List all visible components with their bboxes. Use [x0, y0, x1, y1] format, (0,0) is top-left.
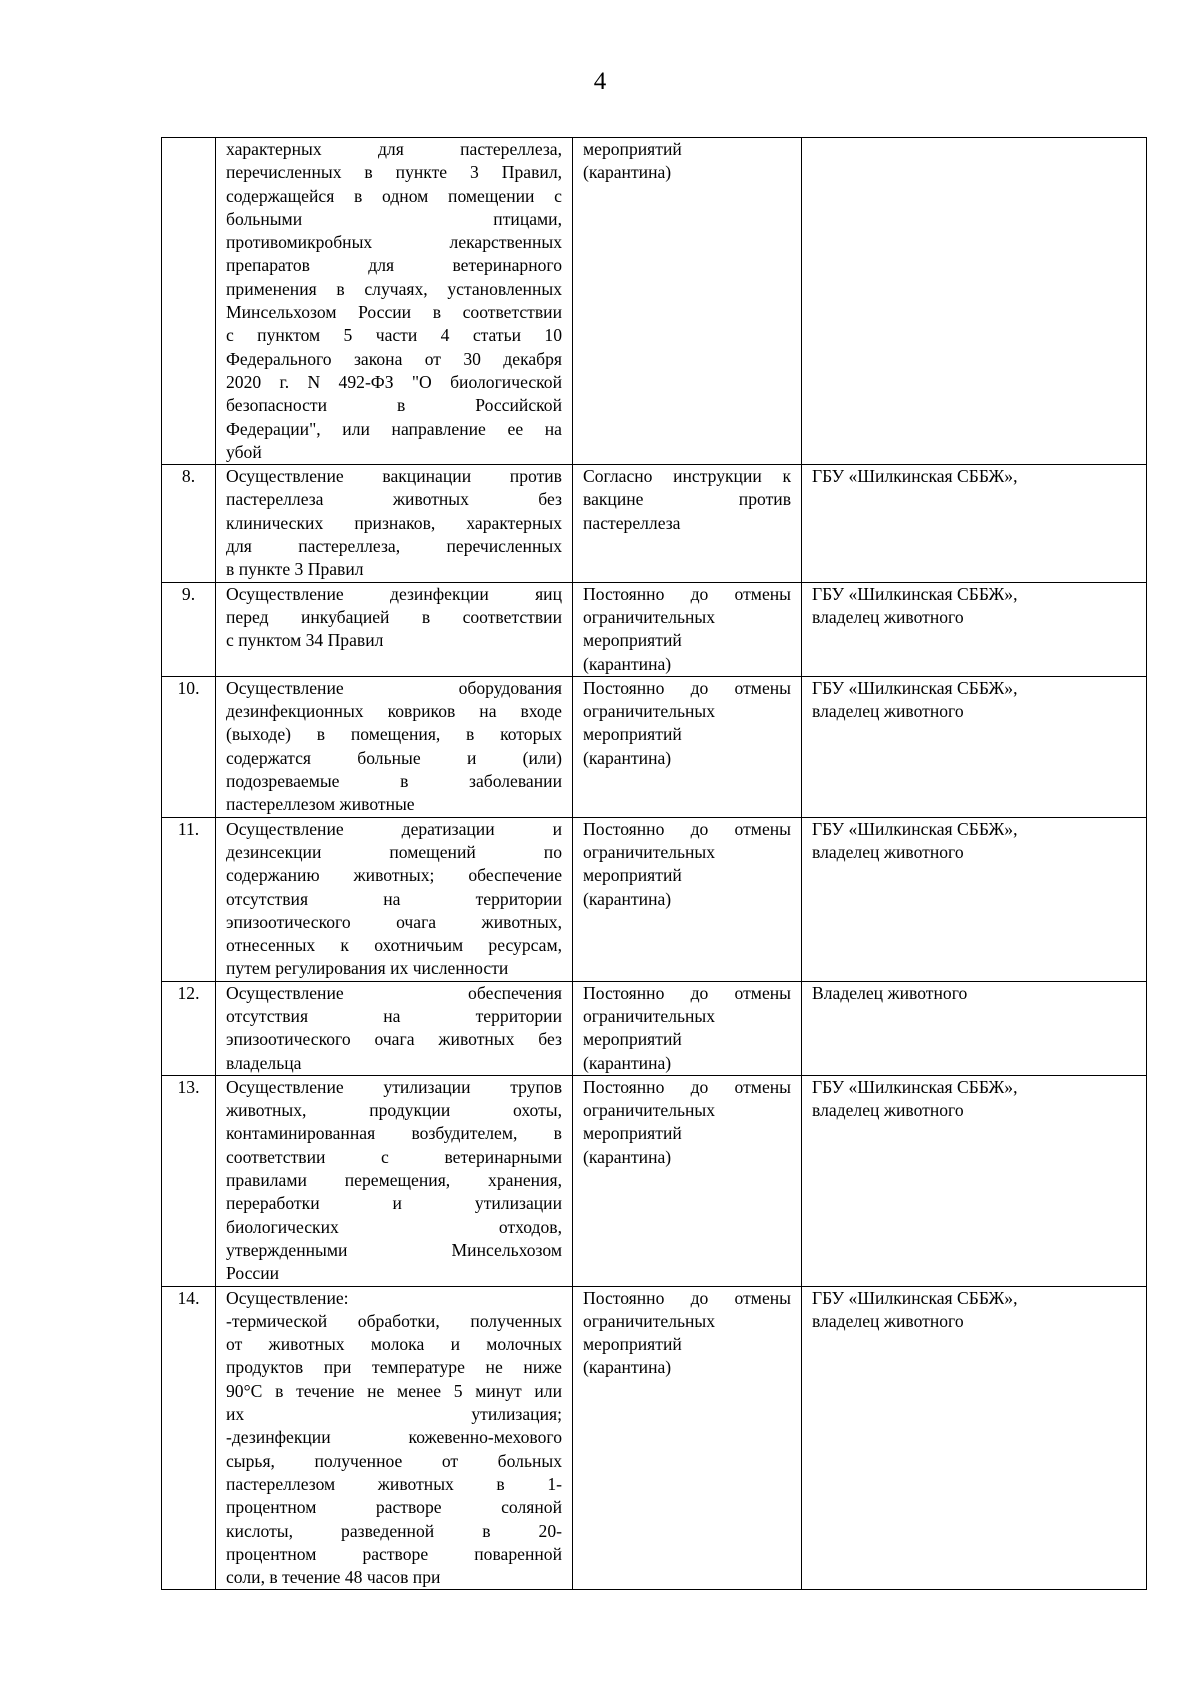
measure-responsible — [802, 1286, 1147, 1590]
measure-deadline-line: ограничительных — [583, 1310, 716, 1331]
measure-description-line: продуктов при температуре не ниже — [226, 1357, 562, 1378]
measure-description-line: животных, продукции охоты, — [226, 1100, 562, 1121]
measure-responsible-line: владелец животного — [812, 841, 964, 862]
measure-description-line: убой — [226, 441, 262, 462]
measure-responsible — [802, 981, 1147, 1075]
measure-description-line: пастереллезом животных в 1- — [226, 1473, 562, 1494]
measure-description-line: Осуществление обеспечения — [226, 982, 562, 1003]
measure-description-line: кислоты, разведенной в 20- — [226, 1520, 562, 1541]
measure-deadline-line: ограничительных — [583, 841, 716, 862]
measure-description-line: перед инкубацией в соответствии — [226, 606, 562, 627]
measure-description-line: перечисленных в пункте 3 Правил, — [226, 162, 562, 183]
measure-description — [216, 676, 573, 817]
measure-description-line: правилами перемещения, хранения, — [226, 1170, 562, 1191]
measure-deadline-line: (карантина) — [583, 888, 672, 909]
measure-deadline-line: мероприятий — [583, 630, 682, 651]
measure-deadline — [573, 465, 802, 582]
measure-description-line: содержатся больные и (или) — [226, 747, 562, 768]
measure-description — [216, 1286, 573, 1590]
measure-responsible — [802, 138, 1147, 465]
measure-responsible-line: владелец животного — [812, 1100, 964, 1121]
measure-description-line: содержанию животных; обеспечение — [226, 865, 562, 886]
measure-description-line: от животных молока и молочных — [226, 1334, 562, 1355]
measure-description — [216, 582, 573, 676]
measure-description-line: Федерации", или направление ее на — [226, 418, 562, 439]
measure-description-line: для пастереллеза, перечисленных — [226, 536, 562, 557]
table-row — [162, 817, 1147, 981]
table-row — [162, 1075, 1147, 1286]
measure-responsible-line: Владелец животного — [812, 982, 968, 1003]
measure-description-line: клинических признаков, характерных — [226, 512, 562, 533]
measure-description-line: соответствии с ветеринарными — [226, 1146, 562, 1167]
table-row — [162, 138, 1147, 465]
measure-responsible — [802, 676, 1147, 817]
table-row — [162, 465, 1147, 582]
measure-description-line: соли, в течение 48 часов при — [226, 1567, 441, 1588]
measure-description-line: -термической обработки, полученных — [226, 1310, 562, 1331]
measure-description-line: биологических отходов, — [226, 1216, 562, 1237]
measure-description-line: отсутствия на территории — [226, 1005, 562, 1026]
measure-responsible-line: ГБУ «Шилкинская СББЖ», — [812, 1076, 1018, 1097]
measure-description-line: безопасности в Российской — [226, 395, 562, 416]
measure-description-line: утвержденными Минсельхозом — [226, 1239, 562, 1260]
measure-description-line: эпизоотического очага животных, — [226, 911, 562, 932]
measure-deadline-line: мероприятий — [583, 865, 682, 886]
measure-responsible-line: ГБУ «Шилкинская СББЖ», — [812, 818, 1018, 839]
measure-deadline-line: Постоянно до отмены — [583, 677, 791, 698]
measure-description-line: больными птицами, — [226, 208, 562, 229]
row-number: 12. — [162, 981, 216, 1075]
measure-description — [216, 1075, 573, 1286]
measure-description-line: России — [226, 1263, 280, 1284]
measure-description-line: характерных для пастереллеза, — [226, 139, 562, 159]
measure-description-line: 90°С в течение не менее 5 минут или — [226, 1380, 562, 1401]
measure-description-line: пастереллеза животных без — [226, 489, 562, 510]
measure-responsible — [802, 582, 1147, 676]
measure-description-line: 2020 г. N 492-ФЗ "О биологической — [226, 371, 562, 392]
measure-deadline-line: Постоянно до отмены — [583, 1076, 791, 1097]
measure-deadline — [573, 981, 802, 1075]
measure-description — [216, 465, 573, 582]
measure-description-line: пастереллезом животные — [226, 794, 415, 815]
measure-description-line: применения в случаях, установленных — [226, 278, 562, 299]
measure-description-line: подозреваемые в заболевании — [226, 771, 562, 792]
measure-responsible-line: ГБУ «Шилкинская СББЖ», — [812, 583, 1018, 604]
measure-deadline-line: вакцине против — [583, 489, 791, 510]
measure-description-line: отнесенных к охотничьим ресурсам, — [226, 935, 562, 956]
measure-deadline — [573, 676, 802, 817]
measure-description-line: с пунктом 34 Правил — [226, 630, 384, 651]
measure-deadline-line: Постоянно до отмены — [583, 982, 791, 1003]
measure-description-line: сырья, полученное от больных — [226, 1450, 562, 1471]
measure-description-line: путем регулирования их численности — [226, 958, 509, 979]
measure-deadline-line: (карантина) — [583, 1052, 672, 1073]
measure-responsible — [802, 817, 1147, 981]
row-number: 11. — [162, 817, 216, 981]
measure-deadline — [573, 1286, 802, 1590]
measure-deadline-line: ограничительных — [583, 606, 716, 627]
row-number — [162, 138, 216, 465]
measure-description-line: дезинсекции помещений по — [226, 841, 562, 862]
measure-deadline-line: мероприятий — [583, 1123, 682, 1144]
measures-table — [161, 137, 1147, 1590]
measure-description-line: процентном растворе поваренной — [226, 1543, 562, 1564]
row-number: 13. — [162, 1075, 216, 1286]
row-number: 8. — [162, 465, 216, 582]
measure-responsible-line: ГБУ «Шилкинская СББЖ», — [812, 466, 1018, 487]
measure-description-line: Минсельхозом России в соответствии — [226, 302, 562, 323]
measure-responsible — [802, 1075, 1147, 1286]
measure-deadline-line: (карантина) — [583, 653, 672, 674]
measure-description-line: контаминированная возбудителем, в — [226, 1123, 562, 1144]
measure-description-line: препаратов для ветеринарного — [226, 255, 562, 276]
measure-description-line: Осуществление утилизации трупов — [226, 1076, 562, 1097]
measure-deadline — [573, 1075, 802, 1286]
measure-description-line: Осуществление оборудования — [226, 677, 562, 698]
row-number: 14. — [162, 1286, 216, 1590]
measure-description-line: процентном растворе соляной — [226, 1497, 562, 1518]
measure-description-line: противомикробных лекарственных — [226, 232, 562, 253]
measure-deadline-line: Постоянно до отмены — [583, 583, 791, 604]
measure-responsible — [802, 465, 1147, 582]
table-row — [162, 582, 1147, 676]
measure-responsible-line: ГБУ «Шилкинская СББЖ», — [812, 677, 1018, 698]
measure-deadline-line: (карантина) — [583, 162, 672, 183]
measure-description-line: с пунктом 5 части 4 статьи 10 — [226, 325, 562, 346]
measure-responsible-line: ГБУ «Шилкинская СББЖ», — [812, 1287, 1018, 1308]
table-row — [162, 1286, 1147, 1590]
measure-description-line: владельца — [226, 1052, 302, 1073]
measure-deadline-line: (карантина) — [583, 747, 672, 768]
measure-description-line: -дезинфекции кожевенно-мехового — [226, 1427, 562, 1448]
measure-responsible-line: владелец животного — [812, 1310, 964, 1331]
measure-deadline — [573, 582, 802, 676]
measure-deadline-line: Постоянно до отмены — [583, 1287, 791, 1308]
measure-deadline-line: ограничительных — [583, 1100, 716, 1121]
measure-description-line: Осуществление дератизации и — [226, 818, 562, 839]
measure-responsible-line: владелец животного — [812, 701, 964, 722]
measure-deadline-line: мероприятий — [583, 1029, 682, 1050]
row-number: 9. — [162, 582, 216, 676]
measure-description-line: Осуществление вакцинации против — [226, 466, 562, 487]
measure-description-line: содержащейся в одном помещении с — [226, 185, 562, 206]
measure-description-line: в пункте 3 Правил — [226, 559, 364, 580]
measure-deadline-line: пастереллеза — [583, 512, 681, 533]
page-number: 4 — [593, 68, 607, 95]
measure-description-line: эпизоотического очага животных без — [226, 1029, 562, 1050]
measures-table-body — [162, 138, 1147, 1590]
measure-deadline — [573, 817, 802, 981]
measure-deadline-line: (карантина) — [583, 1146, 672, 1167]
measure-description-line: Осуществление: — [226, 1287, 349, 1308]
measure-deadline-line: мероприятий — [583, 1334, 682, 1355]
measure-description-line: дезинфекционных ковриков на входе — [226, 701, 562, 722]
measure-description-line: переработки и утилизации — [226, 1193, 562, 1214]
measure-description-line: их утилизация; — [226, 1404, 562, 1425]
measure-deadline-line: ограничительных — [583, 1005, 716, 1026]
measure-description — [216, 817, 573, 981]
table-row — [162, 676, 1147, 817]
measure-description-line: (выходе) в помещения, в которых — [226, 724, 562, 745]
measure-description-line: Осуществление дезинфекции яиц — [226, 583, 562, 604]
measure-deadline-line: мероприятий — [583, 724, 682, 745]
measure-description — [216, 981, 573, 1075]
table-row — [162, 981, 1147, 1075]
measure-description — [216, 138, 573, 465]
measure-deadline — [573, 138, 802, 465]
measure-responsible-line: владелец животного — [812, 606, 964, 627]
measure-deadline-line: Согласно инструкции к — [583, 466, 791, 487]
measure-description-line: отсутствия на территории — [226, 888, 562, 909]
measure-deadline-line: (карантина) — [583, 1357, 672, 1378]
measure-deadline-line: Постоянно до отмены — [583, 818, 791, 839]
measure-deadline-line: ограничительных — [583, 701, 716, 722]
measure-description-line: Федерального закона от 30 декабря — [226, 348, 562, 369]
measure-deadline-line: мероприятий — [583, 139, 682, 159]
row-number: 10. — [162, 676, 216, 817]
